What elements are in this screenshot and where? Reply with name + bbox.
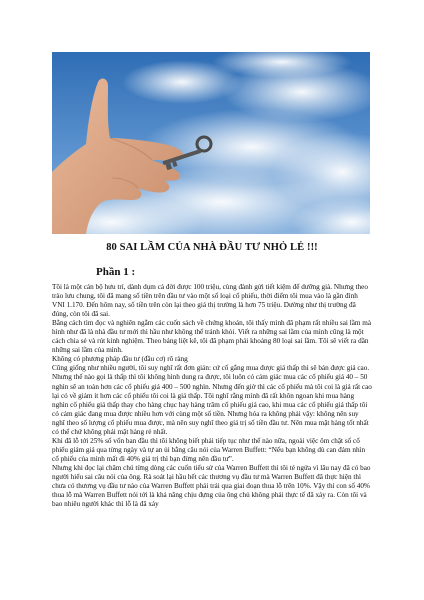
paragraph: Cũng giống như nhiều người, tôi suy nghĩ rất đơn giản: cứ cố gắng mua được giá thấp thì sẽ bán được giá cao. Nhưng thế nào gọi là thấp thì tôi không hình dung ra được, tôi luôn có cảm giác mua các cổ phiếu giá 40 – 50 nghìn sẽ an toàn hơn các cổ phiếu giá 400 – 500 nghìn. Nhưng đến giờ thì các cổ phiếu mà tôi coi là giá rất cao lại có về giảm ít hơn các cổ phiếu tôi coi là giá thấp. Tôi nghĩ rằng mình đã rất khôn ngoan khi mua hàng nghìn cổ phiếu giá thấp thay cho hàng chục hay hàng trăm cổ phiếu giá cao, khi mua các cổ phiếu giá thấp tôi có cảm giác đang mua được nhiều hơn với cùng một số tiền. Nhưng hóa ra không phải vậy: không nên suy nghĩ theo số lượng cổ phiếu mua được, mà nên suy nghĩ theo giá trị số tiền đầu tư. Nên mua mặt hàng tốt nhất có thể chứ không phải mặt hàng rẻ nhất. [52, 364, 372, 436]
paragraph: Không có phương pháp đầu tư (đầu cơ) rõ ràng [52, 355, 188, 364]
article-body [52, 283, 372, 593]
document-title: 80 SAI LẦM CỦA NHÀ ĐẦU TƯ NHỎ LẺ !!! [106, 242, 318, 253]
paragraph: Khi đã lỗ tới 25% số vốn ban đầu thì tôi không biết phải tiếp tục như thế nào nữa, ngoài việc ôm chặt số cổ phiếu giảm giá qua từng ngày và tự an ủi bằng câu nói của Warren Buffett: “Nếu bạn không dù can đảm nhìn cổ phiếu của mình mất đi 40% giá trị thì bạn đừng nên đầu tư”. [52, 436, 366, 463]
paragraph: Tôi là một cán bộ hưu trí, dành dụm cả đời được 100 triệu, cùng đành gửi tiết kiệm để dưỡng già. Nhưng theo trào lưu chung, tôi đã mang số tiền trên đầu tư vào một số loại cổ phiếu, thời điểm tôi mua vào là gần đỉnh VNI 1.170. Đến hôm nay, số tiền trên còn lại theo giá thị trường là hơn 75 triệu. Dường như thị trường đã đúng, còn tôi đã sai. [52, 283, 368, 319]
paragraph: Nhưng khi đọc lại chăm chú từng dòng các cuốn tiểu sử của Warren Buffett thì tôi té ngửa vì lâu nay đã có bao người hiểu sai câu nói của ông. Rà soát lại hầu hết các thương vụ đầu tư mà Warren Buffett đã thực hiện thì chưa có thương vụ đầu tư nào của Warren Buffett phải trải qua giai đoạn thua lỗ trên 10%. Vậy thì con số 40% thua lỗ mà Warren Buffett nói tới là khả năng chịu đựng của ông chủ không phải thực tế đã xảy ra. Còn tôi và bao nhiêu người khác thì lỗ là đã xảy [52, 463, 371, 509]
hero-image [52, 52, 370, 234]
hand-holding-key-photo [52, 52, 370, 234]
section-heading: Phần 1 : [96, 266, 136, 278]
paragraph: Bằng cách tìm đọc và nghiên ngẫm các cuốn sách về chứng khoán, tôi thấy mình đã phạm rất nhiều sai lầm mà hình như đã là nhà đầu tư mới thì hầu như không thể tránh khỏi. Viết ra những sai lầm của mình cũng là một cách chia sẻ và rút kinh nghiệm. Theo bảng liệt kê, tôi đã phạm phải khoảng 80 loại sai lầm. Tôi sẽ viết ra dần những sai lầm của mình. [52, 319, 372, 355]
